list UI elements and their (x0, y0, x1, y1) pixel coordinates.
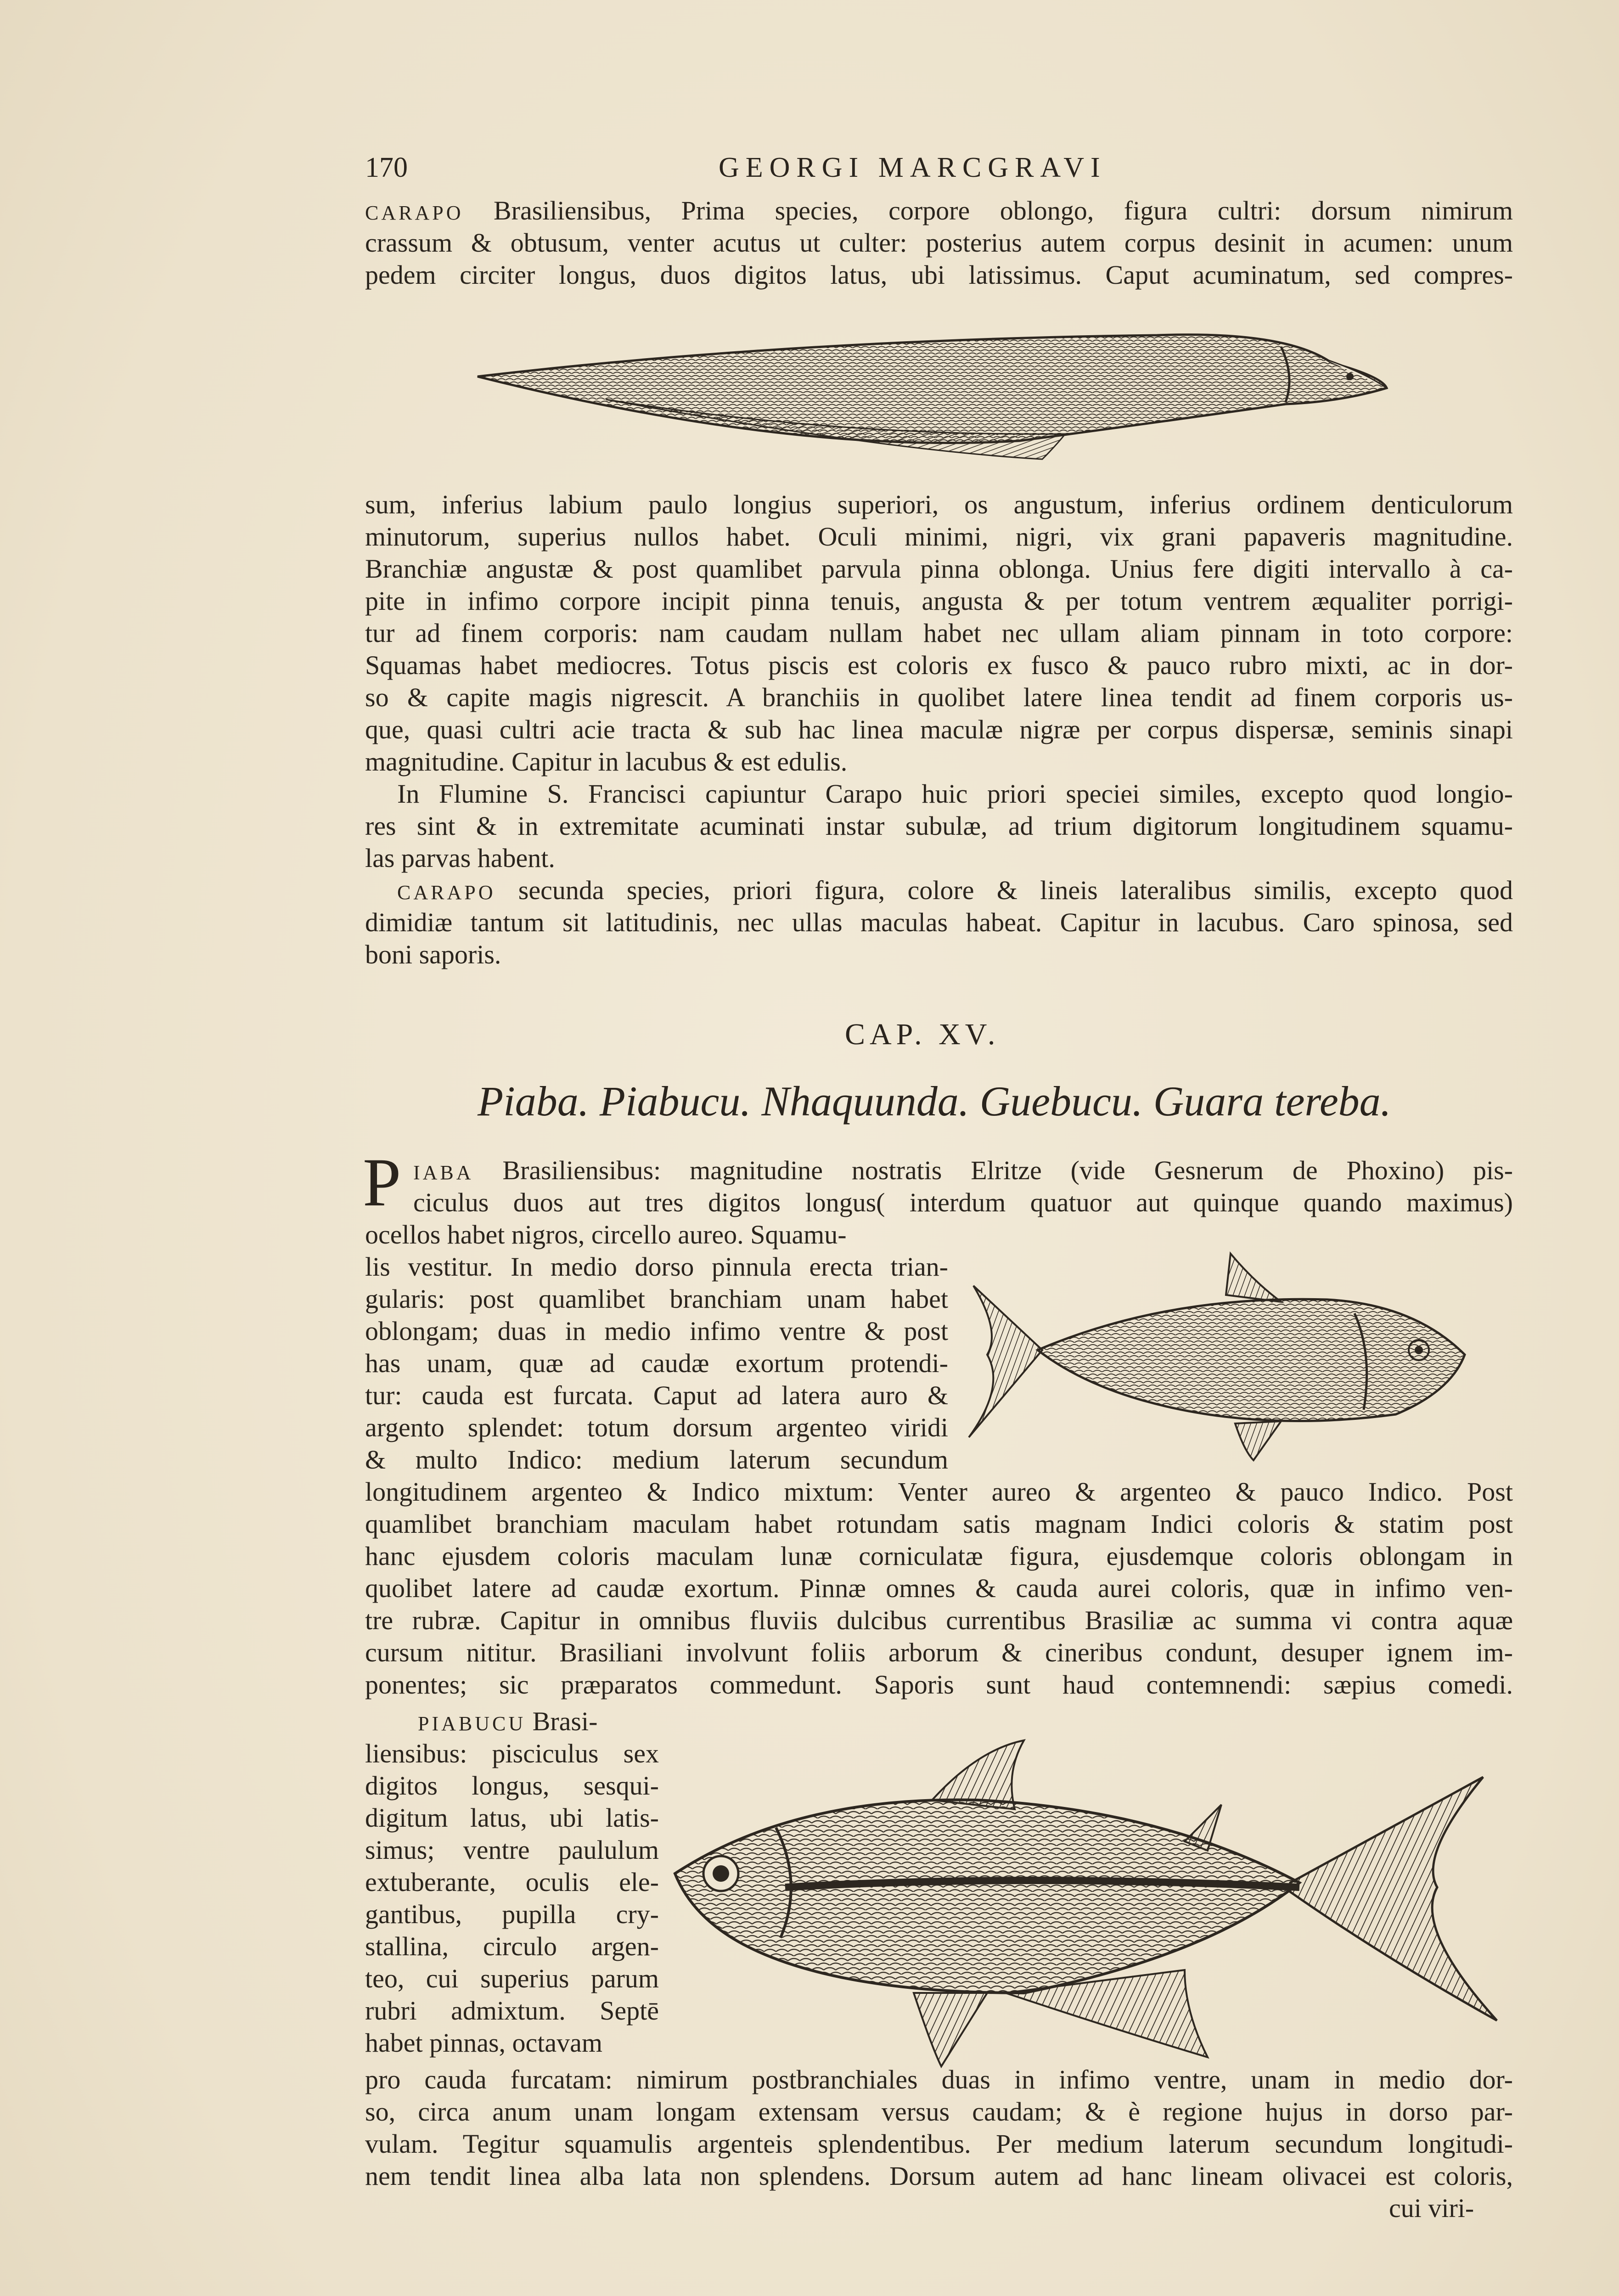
line-text: Branchiæ angustæ & post quamlibet parvula pinna oblonga. Unius fere digiti intervallo à ca- (365, 554, 1513, 584)
piaba-text-line (365, 1446, 948, 1473)
piaba-text-line (365, 1543, 1513, 1570)
carapo-text-line (365, 941, 501, 968)
line-text: In Flumine S. Francisci capiuntur Carapo huic priori speciei similes, excepto quod longio- (397, 779, 1513, 809)
piabucu-text-line (1389, 2195, 1474, 2222)
line-text: ocellos habet nigros, circello aureo. Squamu- (365, 1220, 847, 1249)
piaba-text-line (365, 1318, 948, 1345)
line-text: Brasi- (526, 1706, 598, 1736)
line-text: tur: cauda est furcata. Caput ad latera auro & (365, 1380, 948, 1410)
line-text: habet pinnas, octavam (365, 2028, 602, 2058)
piabucu-text-line (365, 1869, 659, 1896)
line-text: res sint & in extremitate acuminati instar subulæ, ad trium digitorum longitudinem squamu- (365, 811, 1513, 841)
piaba-text-line (365, 1414, 948, 1441)
line-text: pedem circiter longus, duos digitos latus, ubi latissimus. Caput acuminatum, sed compres- (365, 260, 1513, 290)
line-text: so & capite magis nigrescit. A branchiis in quolibet latere linea tendit ad finem corporis us- (365, 682, 1513, 712)
piabucu-text-line (365, 2131, 1513, 2157)
line-text: que, quasi cultri acie tracta & sub hac linea maculæ nigræ per corpus dispersæ, seminis sinapi (365, 715, 1513, 744)
line-text: stallina, circulo argen- (365, 1931, 659, 1961)
line-text: hanc ejusdem coloris maculam lunæ corniculatæ figura, ejusdemque coloris oblongam in (365, 1541, 1513, 1571)
line-text: boni saporis. (365, 940, 501, 969)
line-text: minutorum, superius nullos habet. Oculi minimi, nigri, vix grani papaveris magnitudine. (365, 522, 1513, 551)
line-text: rubri admixtum. Septē (365, 1996, 659, 2026)
piabucu-text-line (365, 1740, 659, 1767)
carapo-text-line (365, 716, 1513, 743)
line-text: gularis: post quamlibet branchiam unam habet (365, 1284, 948, 1314)
carapo-text-line (365, 491, 1513, 518)
carapo-text-line (365, 197, 1513, 224)
piabucu-text-line (418, 1708, 597, 1735)
piaba-text-line (365, 1639, 1513, 1666)
piaba-text-line (413, 1189, 1513, 1216)
line-text: oblongam; duas in medio infimo ventre & post (365, 1316, 948, 1346)
line-text: longitudinem argenteo & Indico mixtum: Venter aureo & argenteo & pauco Indico. Post (365, 1477, 1513, 1507)
carapo-text-line (365, 652, 1513, 679)
line-text: lis vestitur. In medio dorso pinnula erecta trian- (365, 1252, 948, 1282)
carapo-text-line (365, 909, 1513, 936)
carapo-fish-illustration (468, 303, 1396, 487)
line-text: teo, cui superius parum (365, 1964, 659, 1993)
line-text: ciculus duos aut tres digitos longus( interdum quatuor aut quinque quando maximus) (413, 1187, 1513, 1217)
line-text: so, circa anum unam longam extensam versus caudam; & è regione hujus in dorso par- (365, 2097, 1513, 2127)
line-text: Brasiliensibus, Prima species, corpore oblongo, figura cultri: dorsum nimirum (463, 196, 1513, 225)
chapter-heading: CAP. XV. (845, 1018, 1000, 1051)
piabucu-text-line (365, 1901, 659, 1928)
line-text: secunda species, priori figura, colore & lineis lateralibus similis, excepto quod (495, 875, 1513, 905)
line-text: Squamas habet mediocres. Totus piscis est coloris ex fusco & pauco rubro mixti, ac in dor- (365, 650, 1513, 680)
carapo-text-line (365, 620, 1513, 647)
piaba-fish-illustration (960, 1240, 1478, 1474)
carapo-text-line (365, 748, 847, 775)
piabucu-fish-illustration (657, 1736, 1506, 2112)
small-caps-lead: IABA (413, 1161, 474, 1184)
piaba-text-line (365, 1479, 1513, 1505)
piabucu-text-line (365, 1933, 659, 1960)
carapo-text-line (365, 845, 555, 872)
carapo-text-line (397, 781, 1513, 807)
piabucu-text-line (365, 2163, 1513, 2189)
piaba-text-line (365, 1607, 1513, 1634)
carapo-text-line (365, 230, 1513, 256)
line-text: nem tendit linea alba lata non splendens. Dorsum autem ad hanc lineam olivacei est coloris, (365, 2161, 1513, 2191)
piabucu-text-line (365, 1965, 659, 1992)
piabucu-text-line (365, 1998, 659, 2024)
line-text: quolibet latere ad caudæ exortum. Pinnæ omnes & cauda aurei coloris, quæ in infimo ven- (365, 1573, 1513, 1603)
piaba-text-line (365, 1575, 1513, 1602)
piaba-text-line (365, 1221, 847, 1248)
line-text: pite in infimo corpore incipit pinna tenuis, angusta & per totum ventrem æqualiter porrigi- (365, 586, 1513, 616)
chapter-fish-names: Piaba. Piabucu. Nhaquunda. Guebucu. Guara tereba. (478, 1078, 1391, 1125)
line-text: pro cauda furcatam: nimirum postbranchiales duas in infimo ventre, unam in medio dor- (365, 2065, 1513, 2094)
line-text: dimidiæ tantum sit latitudinis, nec ullas maculas habeat. Capitur in lacubus. Caro spinosa, sed (365, 907, 1513, 937)
small-caps-lead: PIABUCU (418, 1712, 526, 1735)
line-text: Brasiliensibus: magnitudine nostratis Elritze (vide Gesnerum de Phoxino) pis- (473, 1155, 1513, 1185)
running-title: GEORGI MARCGRAVI (719, 152, 1107, 183)
line-text: tur ad finem corporis: nam caudam nullam habet nec ullam aliam pinnam in toto corpore: (365, 618, 1513, 648)
line-text: sum, inferius labium paulo longius superiori, os angustum, inferius ordinem denticulorum (365, 490, 1513, 519)
small-caps-lead: CARAPO (397, 881, 496, 904)
line-text: crassum & obtusum, venter acutus ut culter: posterius autem corpus desinit in acumen: unum (365, 228, 1513, 258)
piabucu-text-line (365, 1837, 659, 1863)
line-text: cursum nititur. Brasiliani involvunt foliis arborum & cineribus condunt, desuper ignem im- (365, 1638, 1513, 1667)
piaba-text-line (365, 1671, 1513, 1698)
line-text: extuberante, oculis ele- (365, 1867, 659, 1897)
piaba-text-line (365, 1511, 1513, 1537)
line-text: cui viri- (1389, 2193, 1474, 2223)
line-text: liensibus: pisciculus sex (365, 1739, 659, 1768)
line-text: ponentes; sic præparatos commedunt. Saporis sunt haud contemnendi: sæpius comedi. (365, 1670, 1513, 1699)
piaba-text-line (365, 1382, 948, 1409)
line-text: las parvas habent. (365, 843, 555, 873)
carapo-text-line (365, 262, 1513, 288)
line-text: tre rubræ. Capitur in omnibus fluviis dulcibus currentibus Brasiliæ ac summa vi contra aquæ (365, 1605, 1513, 1635)
carapo-text-line (365, 556, 1513, 582)
page-number: 170 (365, 152, 408, 183)
carapo-text-line (397, 877, 1513, 904)
line-text: digitos longus, sesqui- (365, 1771, 659, 1801)
carapo-text-line (365, 813, 1513, 839)
line-text: gantibus, pupilla cry- (365, 1899, 659, 1929)
line-text: magnitudine. Capitur in lacubus & est edulis. (365, 747, 848, 777)
piaba-text-line (365, 1254, 948, 1280)
carapo-text-line (365, 684, 1513, 711)
piabucu-text-line (365, 1773, 659, 1799)
line-text: argento splendet: totum dorsum argenteo viridi (365, 1412, 948, 1442)
piaba-text-line (365, 1350, 948, 1377)
piaba-text-line (413, 1157, 1513, 1184)
line-text: & multo Indico: medium laterum secundum (365, 1445, 948, 1474)
line-text: digitum latus, ubi latis- (365, 1803, 659, 1833)
piabucu-text-line (365, 2030, 602, 2056)
carapo-text-line (365, 523, 1513, 550)
line-text: vulam. Tegitur squamulis argenteis splendentibus. Per medium laterum secundum longitudi- (365, 2129, 1513, 2159)
line-text: simus; ventre paululum (365, 1835, 659, 1865)
piaba-text-line (365, 1286, 948, 1312)
carapo-text-line (365, 588, 1513, 614)
small-caps-lead: CARAPO (365, 202, 464, 224)
drop-cap: P (363, 1144, 401, 1221)
line-text: has unam, quæ ad caudæ exortum protendi- (365, 1348, 948, 1378)
line-text: quamlibet branchiam maculam habet rotundam satis magnam Indici coloris & statim post (365, 1509, 1513, 1539)
piabucu-text-line (365, 1805, 659, 1831)
